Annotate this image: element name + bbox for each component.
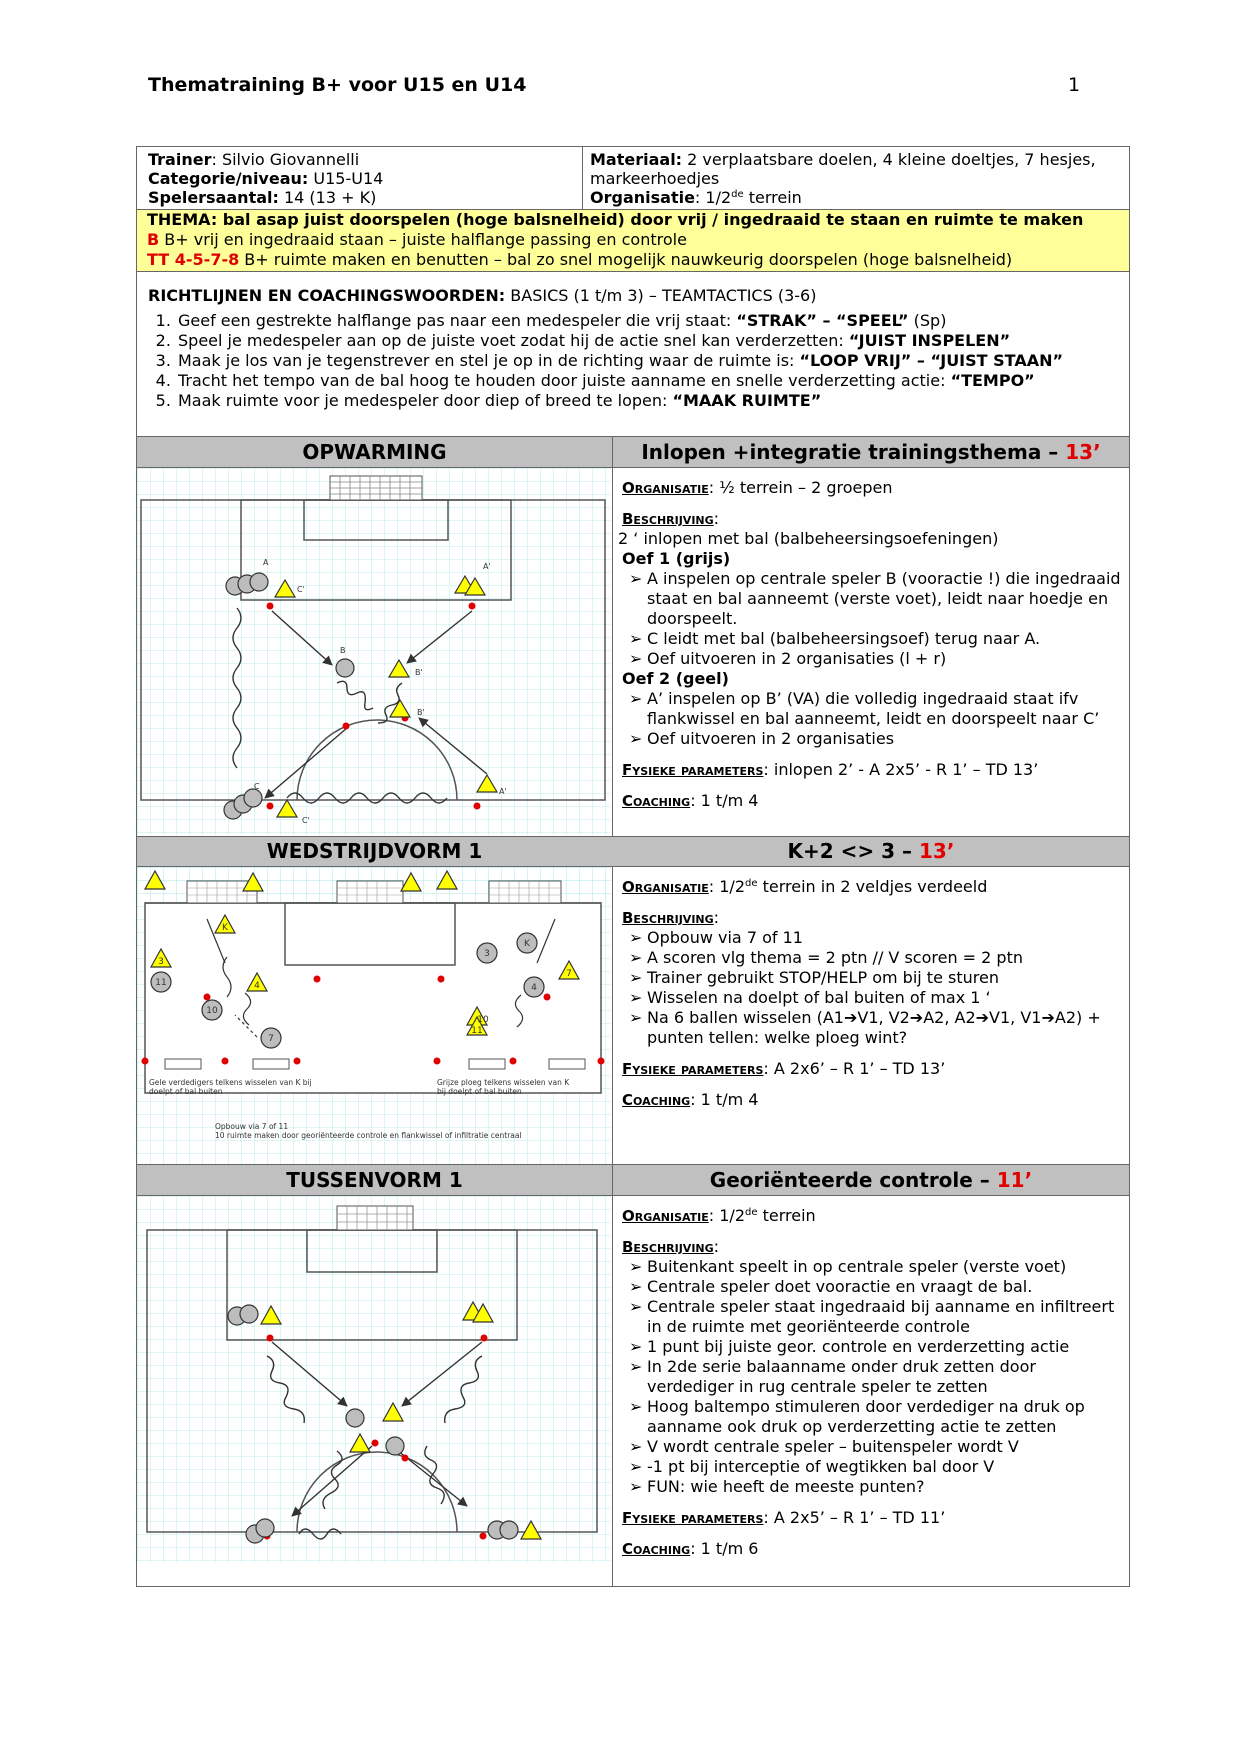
list-item: ➢ A’ inspelen op B’ (VA) die volledig ingedraaid staat ifv flankwissel en bal aanneemt, leidt en doorspeelt naar C’: [629, 689, 1100, 728]
materiaal-value-2: markeerhoedjes: [590, 169, 720, 188]
svg-text:10: 10: [206, 1006, 218, 1016]
diagram-note-bottom-1: Opbouw via 7 of 11: [215, 1122, 289, 1131]
wedstrijdvorm-diagram: [137, 867, 611, 1164]
list-item: ➢ C leidt met bal (balbeheersingsoef) terug naar A.: [629, 629, 1041, 648]
richtlijn-item: 5. Maak ruimte voor je medespeler door diep of breed te lopen: “MAAK RUIMTE”: [176, 391, 1123, 411]
oef2-title: Oef 2 (geel): [622, 669, 729, 688]
organisatie-label: Organisatie: [590, 188, 695, 207]
oef1-list: [622, 569, 1122, 669]
fys-value: : A 2x6’ – R 1’ – TD 13’: [763, 1059, 946, 1078]
besch-label: Beschrijving: [622, 909, 714, 927]
list-item: ➢ 1 punt bij juiste geor. controle en verderzetting actie: [629, 1337, 1070, 1356]
intro-text: 2 ‘ inlopen met bal (balbeheersingsoefeningen): [618, 529, 999, 548]
org-label: Organisatie: [622, 878, 709, 896]
svg-text:C': C': [297, 585, 305, 594]
organisatie-value: : 1/2: [694, 188, 732, 207]
list-item: ➢ Trainer gebruikt STOP/HELP om bij te sturen: [629, 968, 999, 987]
svg-text:C': C': [302, 816, 310, 825]
coach-value: : 1 t/m 6: [690, 1539, 759, 1558]
theme-title: THEMA: bal asap juist doorspelen (hoge balsnelheid) door vrij / ingedraaid te staan en ruimte te maken: [147, 210, 1084, 229]
coach-label: Coaching: [622, 1091, 691, 1109]
theme-b-text: B+ vrij en ingedraaid staan – juiste halflange passing en controle: [159, 230, 687, 249]
svg-text:11: 11: [155, 978, 167, 988]
list-item: ➢ Hoog baltempo stimuleren door verdediger na druk op aanname ook druk op verderzetting actie te zetten: [629, 1397, 1085, 1436]
list-item: ➢ Na 6 ballen wisselen (A1➔V1, V2➔A2, A2➔V1, V1➔A2) + punten tellen: welke ploeg wint?: [629, 1008, 1101, 1047]
materiaal-label: Materiaal:: [590, 150, 683, 169]
fys-label: Fysieke parameters: [622, 1060, 764, 1078]
section3-right-title: Georiënteerde controle – 11’: [709, 1168, 1033, 1192]
richtlijn-item: 3. Maak je los van je tegenstrever en stel je op in de richting waar de ruimte is: “LOOP VRIJ” – “JUIST STAAN”: [176, 351, 1123, 371]
oef1-title: Oef 1 (grijs): [622, 549, 731, 568]
list-item: ➢ Centrale speler staat ingedraaid bij aanname en infiltreert in de ruimte met georiënteerde controle: [629, 1297, 1115, 1336]
spelers-label: Spelersaantal:: [148, 188, 279, 207]
svg-text:A': A': [499, 787, 507, 796]
theme-b-tag: B: [147, 230, 160, 249]
coach-label: Coaching: [622, 1540, 691, 1558]
page-number: 1: [1068, 74, 1081, 96]
list-item: ➢ Opbouw via 7 of 11: [629, 928, 803, 947]
opwarming-diagram: [137, 468, 611, 835]
org-label: Organisatie: [622, 479, 709, 497]
fys-value: : A 2x5’ – R 1’ – TD 11’: [763, 1508, 946, 1527]
list-item: ➢ V wordt centrale speler – buitenspeler wordt V: [629, 1437, 1019, 1456]
trainer-label: Trainer: [148, 150, 212, 169]
list-item: ➢ -1 pt bij interceptie of wegtikken bal door V: [629, 1457, 995, 1476]
svg-text:3: 3: [484, 949, 490, 959]
richtlijn-item: 4. Tracht het tempo van de bal hoog te houden door juiste aanname en snelle verderzetting actie: “TEMPO”: [176, 371, 1123, 391]
svg-text:K: K: [524, 939, 530, 949]
richtlijn-item: 2. Speel je medespeler aan op de juiste voet zodat hij de actie snel kan verderzetten: “JUIST INSPELEN”: [176, 331, 1123, 351]
org-value: : ½ terrein – 2 groepen: [708, 478, 893, 497]
svg-text:B: B: [340, 646, 346, 655]
list-item: ➢ Wisselen na doelpt of bal buiten of max 1 ‘: [629, 988, 991, 1007]
organisatie-post: terrein: [743, 188, 802, 207]
categorie-value: U15-U14: [308, 169, 384, 188]
besch-label: Beschrijving: [622, 1238, 714, 1256]
wedstrijdvorm-list: [622, 928, 1122, 1048]
fys-label: Fysieke parameters: [622, 761, 764, 779]
svg-text:C: C: [254, 782, 260, 791]
diagram-note-right-2: bij doelpt of bal buiten: [437, 1087, 522, 1096]
organisatie-sup: de: [731, 189, 744, 200]
coach-value: : 1 t/m 4: [690, 791, 759, 810]
list-item: ➢ A scoren vlg thema = 2 ptn // V scoren = 2 ptn: [629, 948, 1023, 967]
list-item: ➢ Buitenkant speelt in op centrale speler (verste voet): [629, 1257, 1067, 1276]
richtlijn-item: 1. Geef een gestrekte halflange pas naar een medespeler die vrij staat: “STRAK” – “SPEEL” (Sp): [176, 311, 1123, 331]
tussenvorm-diagram: [137, 1196, 611, 1562]
fys-value: : inlopen 2’ - A 2x5’ - R 1’ – TD 13’: [763, 760, 1039, 779]
coach-value: : 1 t/m 4: [690, 1090, 759, 1109]
wedstrijdvorm-description: Organisatie: 1/2de terrein in 2 veldjes verdeeld Beschrijving: ➢ Opbouw via 7 of 11 ➢ A scoren vlg thema = 2 ptn // V scoren = 2 ptn ➢ Trainer gebruikt STOP/HELP om bij te sturen ➢ Wisselen na doelpt of bal buiten of max 1 ‘ ➢ Na 6 ballen wisselen (A1➔V1, V2➔A2, A2➔V1, V1➔A2) + punten tellen: welke ploeg wint? Fysieke parameters: A 2x6’ – R 1’ – TD 13’ Coaching: 1 t/m 4: [622, 877, 1122, 1110]
svg-text:10: 10: [477, 1015, 489, 1025]
section2-left-title: WEDSTRIJDVORM 1: [266, 839, 483, 863]
tussenvorm-description: Organisatie: 1/2de terrein Beschrijving: ➢ Buitenkant speelt in op centrale speler (verste voet) ➢ Centrale speler doet vooractie en vraagt de bal. ➢ Centrale speler staat ingedraaid bij aanname en infiltreert in de ruimte met georiënteerde controle ➢ 1 punt bij juiste geor. controle en verderzetting actie ➢ In 2de serie balaanname onder druk zetten door verdediger in rug centrale speler te zetten ➢ Hoog baltempo stimuleren door verdediger na druk op aanname ook druk op verderzetting actie te zetten ➢ V wordt centrale speler – buitenspeler wordt V ➢ -1 pt bij interceptie of wegtikken bal door V ➢ FUN: wie heeft de meeste punten? Fysieke parameters: A 2x5’ – R 1’ – TD 11’ Coaching: 1 t/m 6: [622, 1206, 1122, 1559]
diagram-note-bottom-2: 10 ruimte maken door georiënteerde controle en flankwissel of infiltratie centraal: [215, 1131, 522, 1140]
info-right: [590, 150, 1125, 207]
materiaal-value: 2 verplaatsbare doelen, 4 kleine doeltjes, 7 hesjes,: [682, 150, 1096, 169]
richtlijnen: [148, 286, 1123, 411]
tussenvorm-list: [622, 1257, 1122, 1497]
theme-tt-tag: TT 4-5-7-8: [147, 250, 240, 269]
svg-text:K: K: [222, 923, 228, 933]
section1-left-title: OPWARMING: [302, 440, 447, 464]
spelers-value: 14 (13 + K): [278, 188, 377, 207]
richtlijnen-label-rest: BASICS (1 t/m 3) – TEAMTACTICS (3-6): [505, 286, 817, 305]
trainer-value: : Silvio Giovannelli: [211, 150, 360, 169]
svg-text:B': B': [415, 668, 423, 677]
diagram-note-right-1: Grijze ploeg telkens wisselen van K: [437, 1078, 570, 1087]
svg-text:11: 11: [471, 1026, 483, 1036]
fys-label: Fysieke parameters: [622, 1509, 764, 1527]
document-title: Thematraining B+ voor U15 en U14: [148, 74, 527, 96]
svg-text:4: 4: [254, 981, 260, 991]
richtlijnen-label: RICHTLIJNEN EN COACHINGSWOORDEN:: [148, 286, 506, 305]
list-item: ➢ Centrale speler doet vooractie en vraagt de bal.: [629, 1277, 1033, 1296]
theme-tt-text: B+ ruimte maken en benutten – bal zo snel mogelijk nauwkeurig doorspelen (hoge balsnelheid): [239, 250, 1013, 269]
section1-right-title: Inlopen +integratie trainingsthema – 13’: [641, 440, 1101, 464]
svg-text:3: 3: [158, 957, 164, 967]
list-item: ➢ A inspelen op centrale speler B (vooractie !) die ingedraaid staat en bal aanneemt (verste voet), leidt naar hoedje en doorspeelt.: [629, 569, 1121, 628]
org-value: : 1/2: [708, 877, 745, 896]
richtlijnen-list: [148, 311, 1123, 411]
diagram-note-left-1: Gele verdedigers telkens wisselen van K bij: [149, 1078, 312, 1087]
info-left: [148, 150, 578, 207]
section3-left-title: TUSSENVORM 1: [286, 1168, 463, 1192]
list-item: ➢ Oef uitvoeren in 2 organisaties: [629, 729, 895, 748]
coach-label: Coaching: [622, 792, 691, 810]
svg-text:B': B': [417, 708, 425, 717]
svg-text:7: 7: [566, 969, 572, 979]
besch-label: Beschrijving: [622, 510, 714, 528]
list-item: ➢ FUN: wie heeft de meeste punten?: [629, 1477, 925, 1496]
svg-text:A': A': [483, 562, 491, 571]
categorie-label: Categorie/niveau:: [148, 169, 309, 188]
svg-text:A: A: [263, 558, 269, 567]
diagram-note-left-2: doelpt of bal buiten: [149, 1087, 223, 1096]
org-label: Organisatie: [622, 1207, 709, 1225]
opwarming-description: Organisatie: ½ terrein – 2 groepen Beschrijving: 2 ‘ inlopen met bal (balbeheersingsoefeningen) Oef 1 (grijs) ➢ A inspelen op centrale speler B (vooractie !) die ingedraaid staat en bal aanneemt (verste voet), leidt naar hoedje en doorspeelt. ➢ C leidt met bal (balbeheersingsoef) terug naar A. ➢ Oef uitvoeren in 2 organisaties (l + r) Oef 2 (geel) ➢ A’ inspelen op B’ (VA) die volledig ingedraaid staat ifv flankwissel en bal aanneemt, leidt en doorspeelt naar C’ ➢ Oef uitvoeren in 2 organisaties Fysieke parameters: inlopen 2’ - A 2x5’ - R 1’ – TD 13’ Coaching: 1 t/m 4: [618, 478, 1121, 810]
svg-text:7: 7: [268, 1034, 274, 1044]
theme-block: [137, 210, 1129, 271]
section2-right-title: K+2 <> 3 – 13’: [787, 839, 955, 863]
oef2-list: [622, 689, 1122, 749]
org-value: : 1/2: [708, 1206, 745, 1225]
list-item: ➢ Oef uitvoeren in 2 organisaties (l + r): [629, 649, 947, 668]
svg-text:4: 4: [531, 983, 537, 993]
list-item: ➢ In 2de serie balaanname onder druk zetten door verdediger in rug centrale speler te zetten: [629, 1357, 1036, 1396]
